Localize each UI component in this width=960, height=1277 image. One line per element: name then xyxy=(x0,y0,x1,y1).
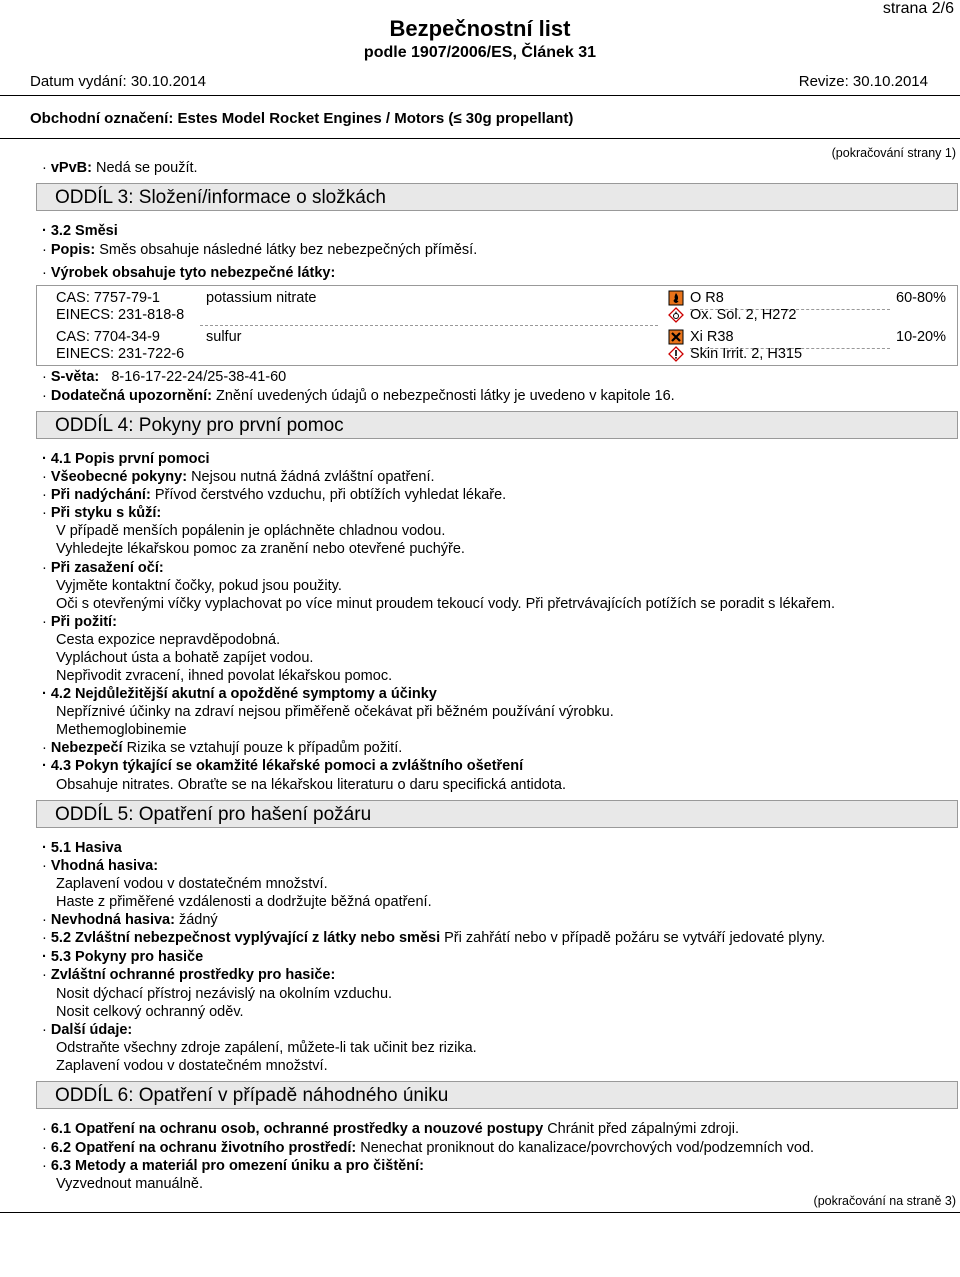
additional-info-line: · Dodatečná upozornění: Znění uvedených údajů o nebezpečnosti látky je uvedeno v kapitole 16. xyxy=(42,388,675,404)
s-phrases-line: · S-věta: 8-16-17-22-24/25-38-41-60 xyxy=(42,369,287,385)
further-info-heading: · Další údaje: xyxy=(42,1022,133,1038)
table-row-percent: 60-80% xyxy=(896,290,946,306)
personal-precautions-line: · 6.1 Opatření na ochranu osob, ochranné prostředky a nouzové postupy Chránit před zápalnými zdroji. xyxy=(42,1121,739,1137)
table-row-cas: CAS: 7704-34-9 xyxy=(56,329,160,345)
eye-heading: · Při zasažení očí: xyxy=(42,560,164,576)
ingestion-text-3: Nepřivodit zvracení, ihned povolat lékařskou pomoc. xyxy=(56,668,393,684)
skin-heading: · Při styku s kůží: xyxy=(42,505,162,521)
footer-divider xyxy=(0,1212,960,1213)
eye-label: Při zasažení očí: xyxy=(50,560,164,576)
table-row-class2: Ox. Sol. 2, H272 xyxy=(690,307,797,323)
equipment-text-2: Nosit celkový ochranný oděv. xyxy=(56,1004,244,1020)
special-hazards-text: Při zahřátí nebo v případě požáru se vytváří jedovaté plyny. xyxy=(444,930,826,946)
irritant-cross-icon xyxy=(668,329,684,345)
vpvb-label: vPvB: xyxy=(50,160,92,176)
ingestion-text-1: Cesta expozice nepravděpodobná. xyxy=(56,632,281,648)
hazardous-label: Výrobek obsahuje tyto nebezpečné látky: xyxy=(50,265,336,281)
revision-date: Revize: 30.10.2014 xyxy=(798,73,928,90)
table-row-class1: O R8 xyxy=(690,290,724,306)
unsuitable-line: · Nevhodná hasiva: žádný xyxy=(42,912,218,928)
additional-info-label: Dodatečná upozornění: xyxy=(50,388,212,404)
header-divider xyxy=(0,95,960,96)
section-4-title: ODDÍL 4: Pokyny pro první pomoc xyxy=(55,415,344,436)
continuation-from: (pokračování strany 1) xyxy=(831,146,956,160)
mixtures-label: 3.2 Směsi xyxy=(50,223,118,239)
flame-over-circle-icon xyxy=(668,307,684,323)
trade-divider xyxy=(0,138,960,139)
suitable-label: Vhodná hasiva: xyxy=(50,858,159,874)
firefighters-heading: · 5.3 Pokyny pro hasiče xyxy=(42,949,204,965)
exclamation-mark-icon xyxy=(668,346,684,362)
section-4-header xyxy=(36,411,958,439)
s-phrases-text: 8-16-17-22-24/25-38-41-60 xyxy=(111,369,287,385)
issue-date: Datum vydání: 30.10.2014 xyxy=(30,73,206,90)
section-6-title: ODDÍL 6: Opatření v případě náhodného úniku xyxy=(55,1085,449,1106)
description-label: Popis: xyxy=(50,242,96,258)
table-row-cas: CAS: 7757-79-1 xyxy=(56,290,160,306)
further-info-text-1: Odstraňte všechny zdroje zapálení, můžete-li tak učinit bez rizika. xyxy=(56,1040,477,1056)
trade-name-line xyxy=(30,110,573,127)
table-row-class1: Xi R38 xyxy=(690,329,734,345)
table-row-einecs: EINECS: 231-818-8 xyxy=(56,307,185,323)
page-number: strana 2/6 xyxy=(882,0,954,17)
vpvb-line: · vPvB: Nedá se použít. xyxy=(42,160,198,176)
suitable-text-2: Haste z přiměřené vzdálenosti a dodržujte běžná opatření. xyxy=(56,894,432,910)
ingestion-heading: · Při požití: xyxy=(42,614,117,630)
first-aid-heading: · 4.1 Popis první pomoci xyxy=(42,451,210,467)
table-row-percent: 10-20% xyxy=(896,329,946,345)
row-divider xyxy=(200,325,658,326)
eye-text-2: Oči s otevřenými víčky vyplachovat po více minut proudem tekoucí vody. Při přetrvávajících potížích se poradit s lékařem. xyxy=(56,596,836,612)
general-text: Nejsou nutná žádná zvláštní opatření. xyxy=(191,469,435,485)
table-row-class2: Skin Irrit. 2, H315 xyxy=(690,346,803,362)
section-6-header xyxy=(36,1081,958,1109)
table-row-name: sulfur xyxy=(206,329,242,345)
equipment-label: Zvláštní ochranné prostředky pro hasiče: xyxy=(50,967,336,983)
environmental-line: · 6.2 Opatření na ochranu životního prostředí: Nenechat proniknout do kanalizace/povrchových vod/podzemních vod. xyxy=(42,1140,815,1156)
personal-precautions-label: 6.1 Opatření na ochranu osob, ochranné prostředky a nouzové postupy xyxy=(50,1121,544,1137)
further-info-label: Další údaje: xyxy=(50,1022,133,1038)
environmental-text: Nenechat proniknout do kanalizace/povrchových vod/podzemních vod. xyxy=(360,1140,815,1156)
danger-line: · Nebezpečí Rizika se vztahují pouze k případům požití. xyxy=(42,740,403,756)
section-3-header xyxy=(36,183,958,211)
document-title: Bezpečnostní list xyxy=(389,16,571,41)
s-phrases-label: S-věta: xyxy=(50,369,100,385)
extinguishing-heading: · 5.1 Hasiva xyxy=(42,840,122,856)
containment-text: Vyzvednout manuálně. xyxy=(56,1176,203,1192)
danger-label: Nebezpečí xyxy=(50,740,123,756)
special-hazards-label: 5.2 Zvláštní nebezpečnost vyplývající z látky nebo směsi xyxy=(50,930,441,946)
general-label: Všeobecné pokyny: xyxy=(50,469,188,485)
extinguishing-label: 5.1 Hasiva xyxy=(50,840,122,856)
mixtures-heading: · 3.2 Směsi xyxy=(42,223,118,239)
vpvb-text: Nedá se použít. xyxy=(96,160,198,176)
firefighters-label: 5.3 Pokyny pro hasiče xyxy=(50,949,204,965)
environmental-label: 6.2 Opatření na ochranu životního prostředí: xyxy=(50,1140,357,1156)
ingestion-text-2: Vypláchout ústa a bohatě zapíjet vodou. xyxy=(56,650,314,666)
skin-text-1: V případě menších popálenin je opláchněte chladnou vodou. xyxy=(56,523,446,539)
ingestion-label: Při požití: xyxy=(50,614,117,630)
section-5-header xyxy=(36,800,958,828)
trade-name-value: Estes Model Rocket Engines / Motors (≤ 30g propellant) xyxy=(177,110,574,127)
symptoms-label: 4.2 Nejdůležitější akutní a opožděné symptomy a účinky xyxy=(50,686,437,702)
treatment-label: 4.3 Pokyn týkající se okamžité lékařské pomoci a zvláštního ošetření xyxy=(50,758,524,774)
treatment-text: Obsahuje nitrates. Obraťte se na lékařskou literaturu o daru specifická antidota. xyxy=(56,777,566,793)
treatment-heading: · 4.3 Pokyn týkající se okamžité lékařské pomoci a zvláštního ošetření xyxy=(42,758,524,774)
symptoms-heading: · 4.2 Nejdůležitější akutní a opožděné symptomy a účinky xyxy=(42,686,437,702)
table-row-name: potassium nitrate xyxy=(206,290,317,306)
equipment-text-1: Nosit dýchací přístroj nezávislý na okolním vzduchu. xyxy=(56,986,393,1002)
first-aid-label: 4.1 Popis první pomoci xyxy=(50,451,210,467)
unsuitable-text: žádný xyxy=(178,912,218,928)
suitable-heading: · Vhodná hasiva: xyxy=(42,858,159,874)
eye-text-1: Vyjměte kontaktní čočky, pokud jsou použity. xyxy=(56,578,342,594)
suitable-text-1: Zaplavení vodou v dostatečném množství. xyxy=(56,876,328,892)
continuation-to: (pokračování na straně 3) xyxy=(813,1194,956,1208)
personal-precautions-text: Chránit před zápalnými zdroji. xyxy=(547,1121,739,1137)
hazardous-heading: · Výrobek obsahuje tyto nebezpečné látky: xyxy=(42,265,336,281)
inhalation-text: Přívod čerstvého vzduchu, při obtížích vyhledat lékaře. xyxy=(154,487,507,503)
containment-heading: · 6.3 Metody a materiál pro omezení úniku a pro čištění: xyxy=(42,1158,424,1174)
symptoms-text-1: Nepříznivé účinky na zdraví nejsou přiměřeně očekávat při běžném používání výrobku. xyxy=(56,704,614,720)
additional-info-text: Znění uvedených údajů o nebezpečnosti látky je uvedeno v kapitole 16. xyxy=(216,388,675,404)
inhalation-line: · Při nadýchání: Přívod čerstvého vzduchu, při obtížích vyhledat lékaře. xyxy=(42,487,507,503)
symptoms-text-2: Methemoglobinemie xyxy=(56,722,187,738)
description-text: Směs obsahuje následné látky bez nebezpečných příměsí. xyxy=(99,242,478,258)
skin-label: Při styku s kůží: xyxy=(50,505,162,521)
document-subtitle: podle 1907/2006/ES, Článek 31 xyxy=(363,44,597,61)
general-line: · Všeobecné pokyny: Nejsou nutná žádná zvláštní opatření. xyxy=(42,469,435,485)
unsuitable-label: Nevhodná hasiva: xyxy=(50,912,175,928)
section-5-title: ODDÍL 5: Opatření pro hašení požáru xyxy=(55,804,372,825)
trade-name-label: Obchodní označení: xyxy=(30,110,174,127)
skin-text-2: Vyhledejte lékařskou pomoc za zranění nebo otevřené puchýře. xyxy=(56,541,465,557)
danger-text: Rizika se vztahují pouze k případům požití. xyxy=(126,740,403,756)
oxidizer-icon xyxy=(668,290,684,306)
containment-label: 6.3 Metody a materiál pro omezení úniku a pro čištění: xyxy=(50,1158,424,1174)
table-row-einecs: EINECS: 231-722-6 xyxy=(56,346,185,362)
equipment-heading: · Zvláštní ochranné prostředky pro hasiče: xyxy=(42,967,336,983)
inhalation-label: Při nadýchání: xyxy=(50,487,151,503)
further-info-text-2: Zaplavení vodou v dostatečném množství. xyxy=(56,1058,328,1074)
description-line: · Popis: Směs obsahuje následné látky bez nebezpečných příměsí. xyxy=(42,242,478,258)
section-3-title: ODDÍL 3: Složení/informace o složkách xyxy=(55,187,386,208)
special-hazards-line: · 5.2 Zvláštní nebezpečnost vyplývající z látky nebo směsi Při zahřátí nebo v případě požáru se vytváří jedovaté plyny. xyxy=(42,930,826,946)
